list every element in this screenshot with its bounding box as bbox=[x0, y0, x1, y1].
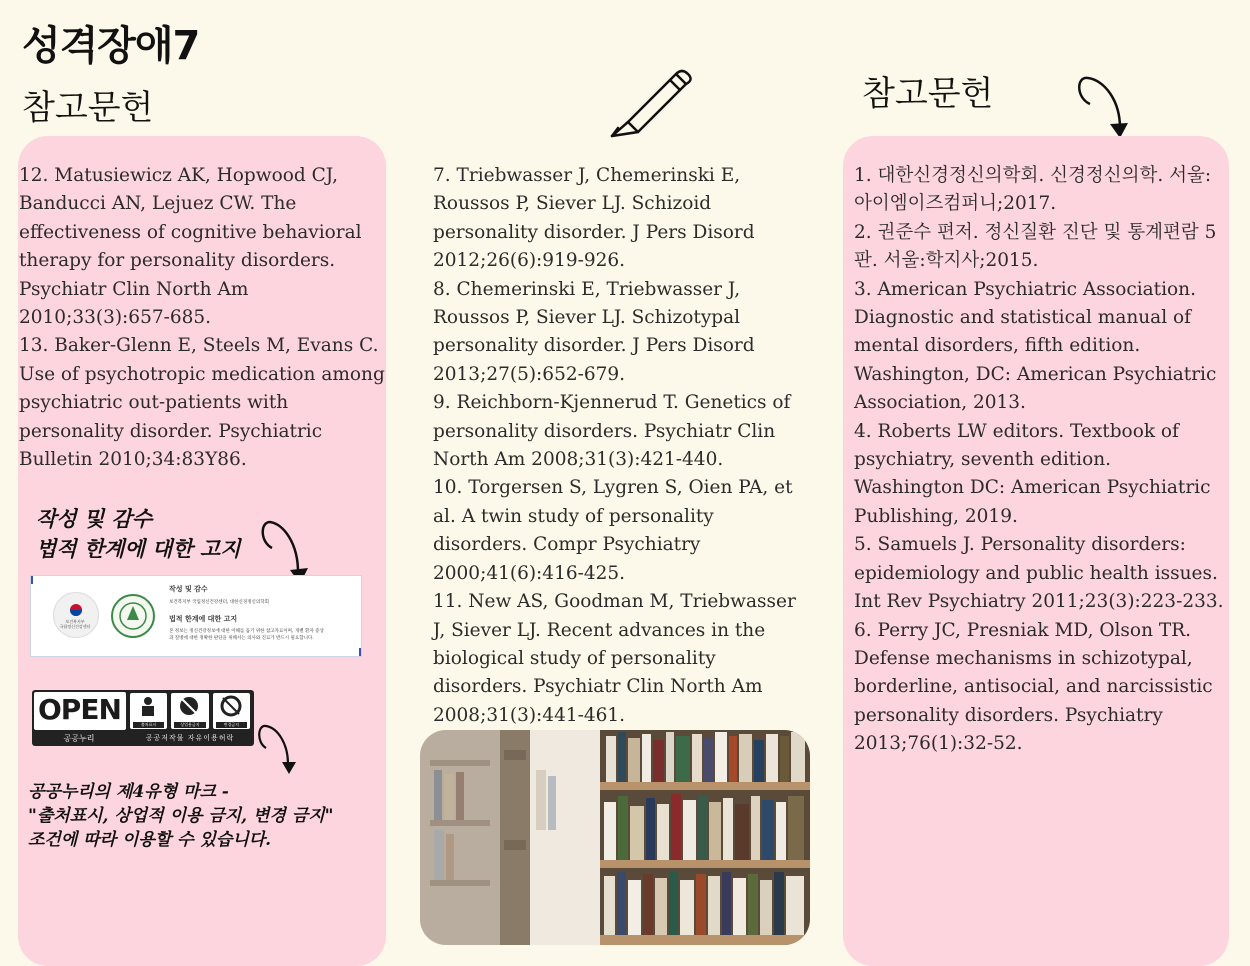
reference-4: 4. Roberts LW editors. Textbook of psychiatry, seventh edition. Washington DC: American Psychiatric Publishing, 2019. bbox=[854, 420, 1211, 527]
notice-line-2: 법적 한계에 대한 고지 bbox=[36, 536, 241, 561]
taegeuk-icon bbox=[54, 593, 98, 637]
badge-heading-1: 작성 및 감수 bbox=[169, 585, 208, 593]
noderivatives-icon bbox=[213, 693, 250, 729]
badge-line-2: 본 정보는 정신건강정보에 대한 이해를 돕기 위한 참고자료이며, 개별 환자 증상 bbox=[169, 629, 324, 634]
reference-3: 3. American Psychiatric Association. Diagnostic and statistical manual of mental disorders, fifth edition. Washington, DC: American Psychiatric Association, 2013. bbox=[854, 278, 1217, 414]
reference-2: 2. 권준수 편저. 정신질환 진단 및 통계편람 5판. 서울:학지사;2015. bbox=[854, 221, 1217, 272]
ministry-sub: 국립정신건강센터 bbox=[59, 624, 91, 629]
curly-arrow-icon bbox=[1070, 70, 1134, 142]
reference-12: 12. Matusiewicz AK, Hopwood CJ, Banducci AN, Lejuez CW. The effectiveness of cognitive behavioral therapy for personality disorders. Psychiatr Clin North Am 2010;33(3):657-685. bbox=[19, 165, 362, 329]
bookshelf-illustration bbox=[420, 730, 810, 945]
notice-badge-image bbox=[30, 575, 362, 657]
icon-caption-1: 출처표시 bbox=[133, 722, 164, 728]
right-reference-list bbox=[854, 162, 1224, 759]
open-logo-text: OPEN bbox=[38, 693, 121, 726]
icon-caption-3: 변경금지 bbox=[216, 722, 247, 728]
badge-line-3: 과 질병에 대한 정확한 판단을 위해서는 의사와 진료가 반드시 필요합니다. bbox=[169, 636, 314, 641]
kogl-caption-left: 공공누리 bbox=[63, 734, 95, 743]
pencil-icon bbox=[606, 64, 696, 140]
curly-arrow-icon bbox=[254, 718, 300, 778]
license-line-3: 조건에 따라 이용할 수 있습니다. bbox=[28, 830, 272, 850]
reference-13: 13. Baker-Glenn E, Steels M, Evans C. Use of psychotropic medication among psychiatric out-patients with personality disorder. Psychiatric Bulletin 2010;34:83Y86. bbox=[19, 335, 385, 471]
reference-5: 5. Samuels J. Personality disorders: epidemiology and public health issues. Int Rev Psychiatry 2011;23(3):223-233. bbox=[854, 534, 1224, 613]
left-subtitle: 참고문헌 bbox=[22, 88, 154, 128]
reference-6: 6. Perry JC, Presniak MD, Olson TR. Defense mechanisms in schizotypal, borderline, antisocial, and narcissistic personality disorders. Psychiatry 2013;76(1):32-52. bbox=[854, 619, 1213, 755]
attribution-icon bbox=[130, 693, 167, 729]
reference-9: 9. Reichborn-Kjennerud T. Genetics of personality disorders. Psychiatr Clin North Am 2008;31(3):421-440. bbox=[433, 392, 791, 471]
reference-7: 7. Triebwasser J, Chemerinski E, Roussos P, Siever LJ. Schizoid personality disorder. J Pers Disord 2012;26(6):919-926. bbox=[433, 165, 755, 272]
reference-11: 11. New AS, Goodman M, Triebwasser J, Siever LJ. Recent advances in the biological study of personality disorders. Psychiatr Clin North Am 2008;31(3):441-461. bbox=[433, 591, 796, 726]
noncommercial-icon bbox=[171, 693, 208, 729]
bookshelf-photo bbox=[420, 730, 810, 945]
left-reference-list bbox=[19, 162, 387, 474]
license-note bbox=[28, 780, 333, 852]
seal-icon bbox=[113, 596, 153, 636]
license-line-2: "출처표시, 상업적 이용 금지, 변경 금지" bbox=[28, 806, 334, 826]
icon-caption-2: 상업용금지 bbox=[174, 722, 205, 728]
ministry-logo bbox=[53, 592, 99, 638]
license-line-1: 공공누리의 제4유형 마크 - bbox=[28, 782, 229, 802]
right-subtitle: 참고문헌 bbox=[862, 74, 994, 114]
ministry-name: 보건복지부 bbox=[65, 619, 85, 624]
page-title: 성격장애7 bbox=[22, 23, 200, 69]
reference-1: 1. 대한신경정신의학회. 신경정신의학. 서울: 아이엠이즈컴퍼니;2017. bbox=[854, 165, 1212, 215]
notice-line-1: 작성 및 감수 bbox=[36, 506, 153, 531]
kogl-open-mark bbox=[32, 690, 254, 746]
badge-heading-2: 법적 한계에 대한 고지 bbox=[169, 615, 238, 623]
reference-10: 10. Torgersen S, Lygren S, Oien PA, et al. A twin study of personality disorders. Compr Psychiatry 2000;41(6):416-425. bbox=[433, 477, 793, 584]
badge-line-1: 보건복지부 국립정신건강센터, 대한신경정신의학회 bbox=[169, 600, 269, 605]
reference-8: 8. Chemerinski E, Triebwasser J, Roussos P, Siever LJ. Schizotypal personality disorder. J Pers Disord 2013;27(5):652-679. bbox=[433, 278, 755, 385]
notice-heading bbox=[36, 504, 241, 564]
middle-reference-list bbox=[433, 162, 805, 730]
kogl-caption-right: 공공저작물 자유이용허락 bbox=[145, 734, 235, 742]
association-seal bbox=[111, 594, 155, 638]
